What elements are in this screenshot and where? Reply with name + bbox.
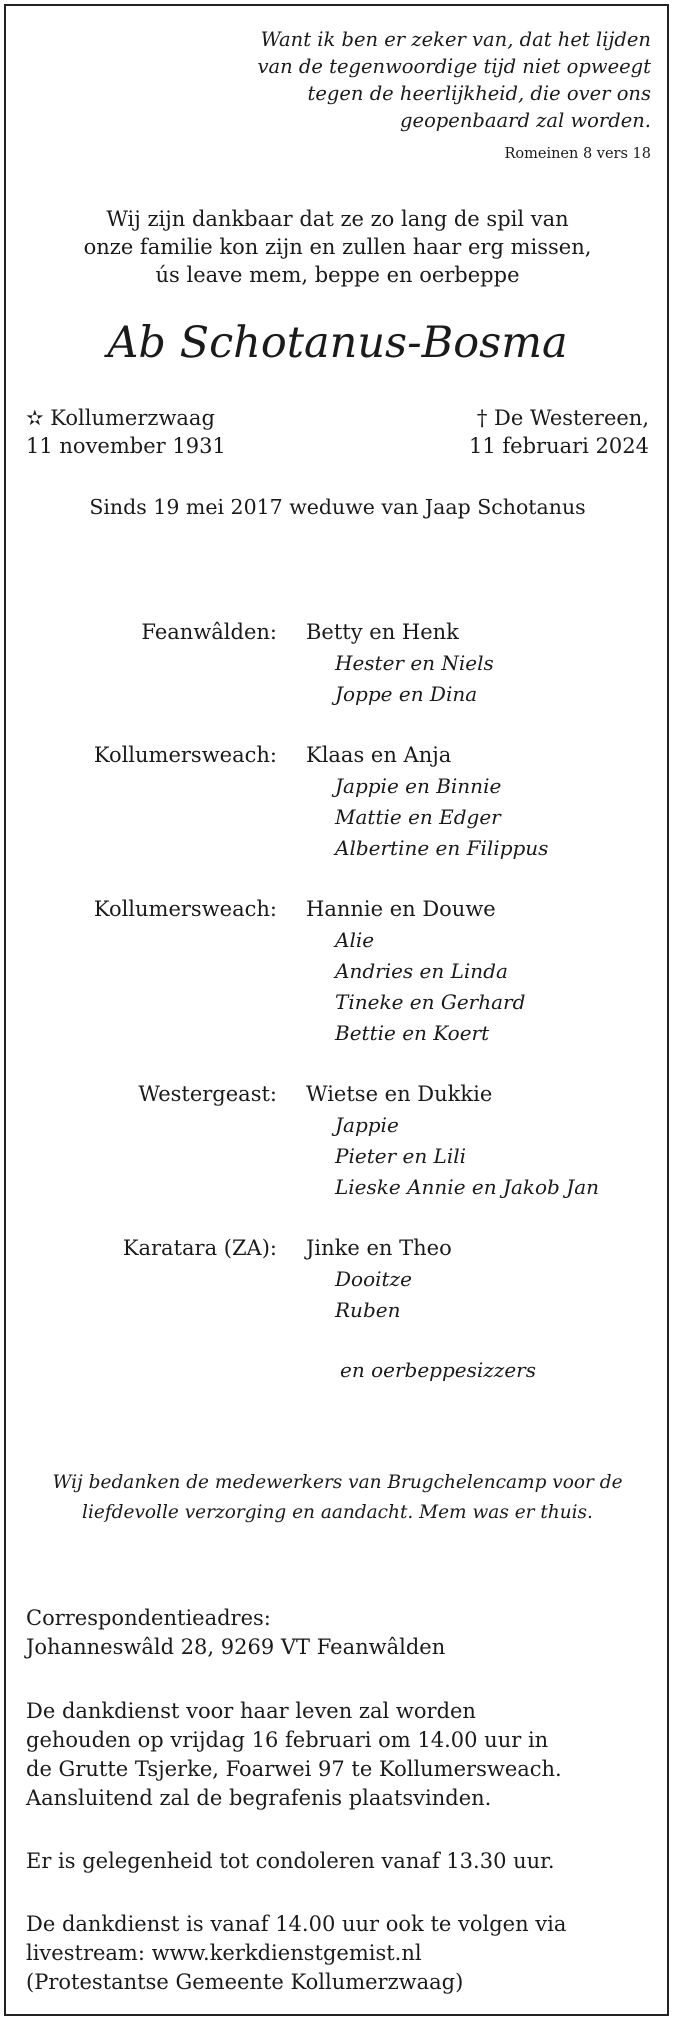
family-child: Lieske Annie en Jakob Jan [335,1175,600,1199]
quote-line: van de tegenwoordige tijd niet opweegt [257,55,651,78]
family-child: Alie [335,928,375,952]
quote-line: geopenbaard zal worden. [400,109,651,132]
service-line: de Grutte Tsjerke, Foarwei 97 te Kollumersweach. [26,1757,562,1781]
deceased-name: Ab Schotanus-Bosma [107,318,568,368]
thanks-line: liefdevolle verzorging en aandacht. Mem was er thuis. [82,1502,593,1523]
correspondence-address: Johanneswâld 28, 9269 VT Feanwâlden [26,1635,446,1659]
family-child: Tineke en Gerhard [335,990,526,1014]
family-child: Jappie en Binnie [335,774,502,798]
family-place: Kollumersweach: [93,897,277,921]
birth-date: 11 november 1931 [26,434,226,458]
service-line: Aansluitend zal de begrafenis plaatsvinden. [26,1786,492,1810]
death-place: † De Westereen, [476,406,649,430]
quote-line: Want ik ben er zeker van, dat het lijden [260,28,651,51]
quote-reference: Romeinen 8 vers 18 [504,146,651,162]
family-place: Karatara (ZA): [122,1236,277,1260]
widow-line: Sinds 19 mei 2017 weduwe van Jaap Schotanus [89,495,586,519]
intro-line: onze familie kon zijn en zullen haar erg missen, [83,235,592,259]
birth-place: ✫ Kollumerzwaag [26,406,215,430]
death-date: 11 februari 2024 [469,434,649,458]
family-parent: Jinke en Theo [306,1236,452,1260]
livestream-line: (Protestantse Gemeente Kollumerzwaag) [26,1970,464,1994]
family-child: Ruben [335,1298,401,1322]
family-child: Andries en Linda [335,959,508,983]
family-child: Jappie [335,1113,399,1137]
family-parent: Hannie en Douwe [306,897,496,921]
family-child: Pieter en Lili [335,1144,467,1168]
quote-line: tegen de heerlijkheid, die over ons [307,82,651,105]
thanks-line: Wij bedanken de medewerkers van Brugchelencamp voor de [52,1472,623,1493]
condolence-line: Er is gelegenheid tot condoleren vanaf 13.30 uur. [26,1849,555,1873]
family-parent: Klaas en Anja [306,743,452,767]
livestream-url-line: livestream: www.kerkdienstgemist.nl [26,1941,422,1965]
family-child: Mattie en Edger [335,805,501,829]
family-child: Dooitze [335,1267,412,1291]
family-child: Joppe en Dina [335,682,478,706]
intro-line: ús leave mem, beppe en oerbeppe [155,263,520,287]
service-line: gehouden op vrijdag 16 februari om 14.00 uur in [26,1728,549,1752]
family-place: Feanwâlden: [141,620,277,644]
livestream-line: De dankdienst is vanaf 14.00 uur ook te volgen via [26,1912,567,1936]
family-child: Bettie en Koert [335,1021,490,1045]
service-line: De dankdienst voor haar leven zal worden [26,1699,476,1723]
family-parent: Wietse en Dukkie [306,1082,493,1106]
great-grandchildren: en oerbeppesizzers [340,1358,536,1382]
family-child: Albertine en Filippus [335,836,549,860]
family-child: Hester en Niels [335,651,494,675]
correspondence-label: Correspondentieadres: [26,1606,271,1630]
family-place: Kollumersweach: [93,743,277,767]
family-parent: Betty en Henk [306,620,459,644]
intro-line: Wij zijn dankbaar dat ze zo lang de spil van [106,207,569,231]
family-place: Westergeast: [138,1082,277,1106]
